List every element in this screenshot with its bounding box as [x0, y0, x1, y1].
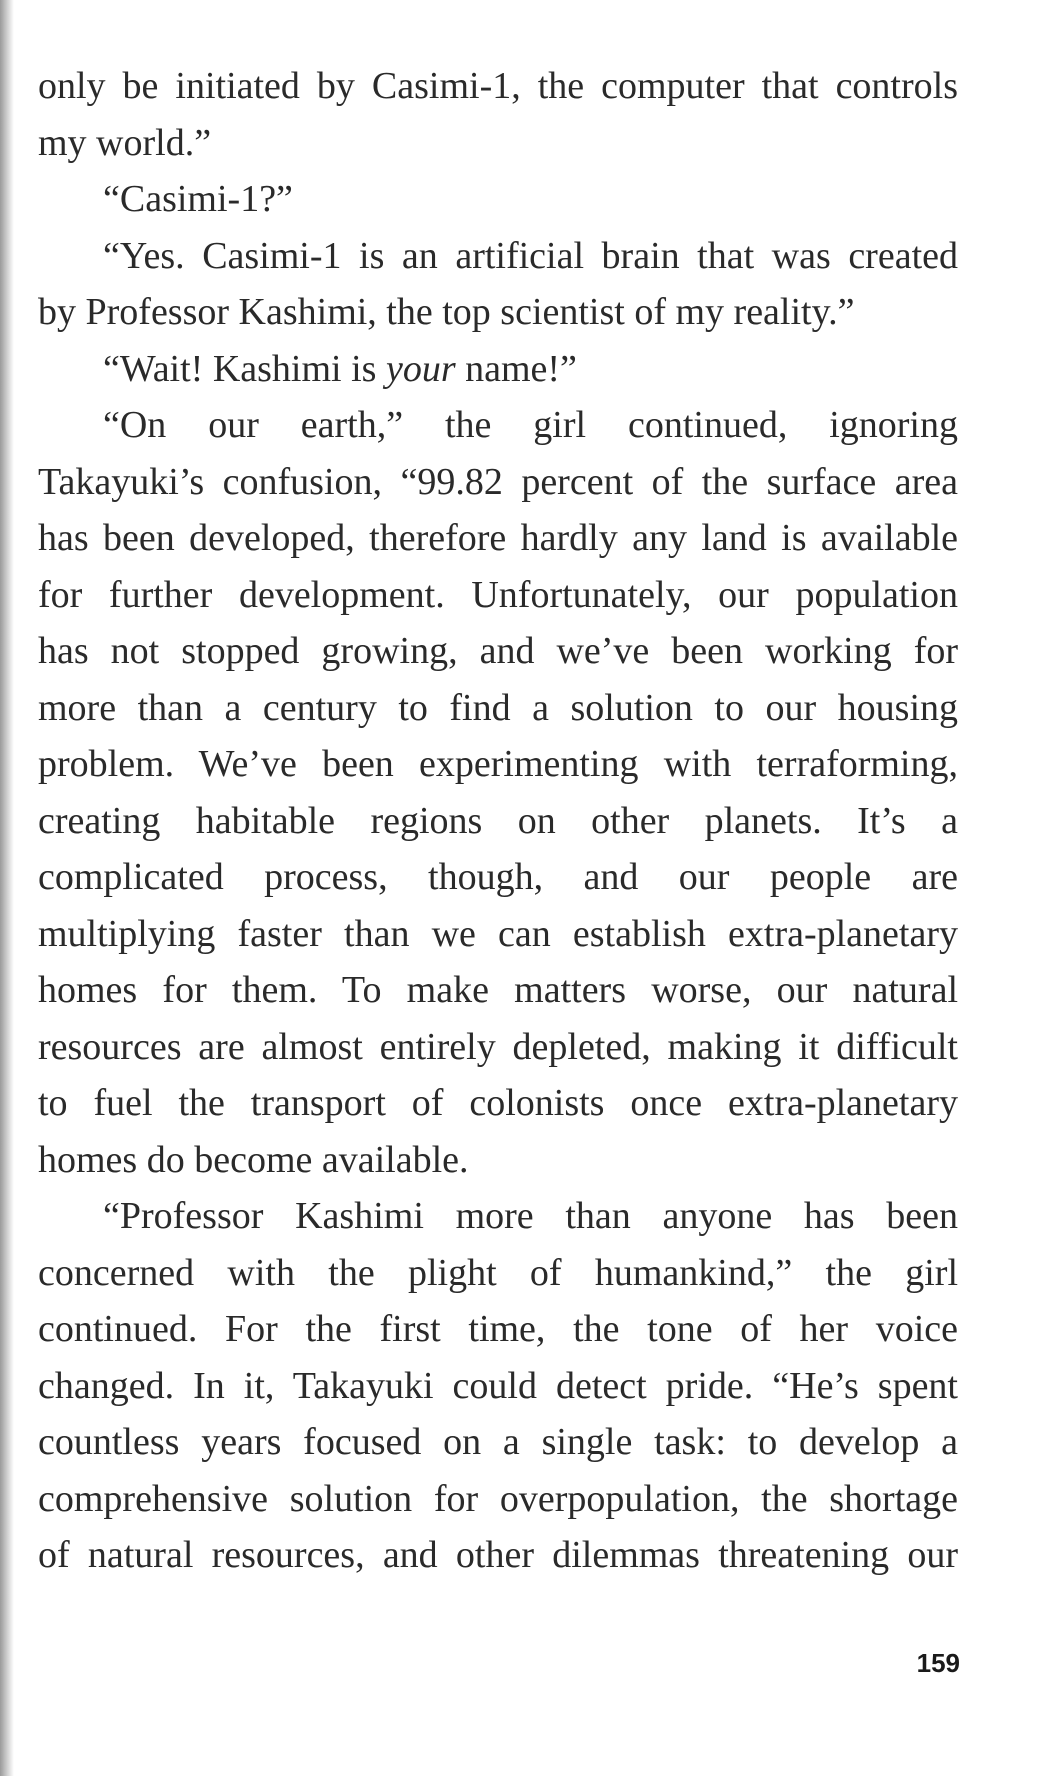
- text-line: “Yes. Casimi-1 is an artificial brain that was created: [103, 234, 958, 277]
- text-line: of natural resources, and other dilemmas threatening our: [38, 1534, 958, 1576]
- text-line: has been developed, therefore hardly any land is available: [38, 517, 958, 559]
- text-line: countless years focused on a single task: to develop a: [38, 1421, 958, 1463]
- text-line: homes do become available.: [38, 1138, 469, 1181]
- text-line: more than a century to find a solution to our housing: [38, 686, 958, 729]
- text-line: Takayuki’s confusion, “99.82 percent of the surface area: [38, 460, 958, 503]
- text-line: [38, 341, 958, 398]
- text-line: only be initiated by Casimi-1, the computer that controls: [38, 65, 958, 107]
- book-page-text: [38, 58, 958, 1584]
- text-line: homes for them. To make matters worse, our natural: [38, 969, 958, 1011]
- text-line: complicated process, though, and our people are: [38, 856, 958, 898]
- text-line: resources are almost entirely depleted, making it difficult: [38, 1025, 958, 1068]
- text-line: my world.”: [38, 121, 212, 164]
- text-line: has not stopped growing, and we’ve been working for: [38, 630, 958, 672]
- text-line: “Casimi-1?”: [103, 178, 293, 220]
- text-line: multiplying faster than we can establish extra-planetary: [38, 912, 958, 955]
- text-line: to fuel the transport of colonists once extra-planetary: [38, 1082, 958, 1124]
- book-spine-shadow: [0, 0, 14, 1776]
- text-segment: name!”: [455, 347, 577, 390]
- text-line: concerned with the plight of humankind,” the girl: [38, 1251, 958, 1294]
- page-number: 159: [916, 1648, 960, 1678]
- text-line: comprehensive solution for overpopulation, the shortage: [38, 1477, 958, 1520]
- italic-word: your: [385, 347, 456, 390]
- text-line: by Professor Kashimi, the top scientist of my reality.”: [38, 291, 855, 333]
- text-line: creating habitable regions on other planets. It’s a: [38, 799, 958, 842]
- text-line: for further development. Unfortunately, our population: [38, 573, 958, 616]
- text-line: changed. In it, Takayuki could detect pride. “He’s spent: [38, 1364, 958, 1407]
- text-line: “Professor Kashimi more than anyone has been: [103, 1195, 958, 1237]
- text-line: “On our earth,” the girl continued, ignoring: [103, 404, 958, 446]
- text-line: continued. For the first time, the tone of her voice: [38, 1308, 958, 1350]
- text-segment: “Wait! Kashimi is: [103, 347, 386, 390]
- text-line: problem. We’ve been experimenting with terraforming,: [38, 743, 958, 785]
